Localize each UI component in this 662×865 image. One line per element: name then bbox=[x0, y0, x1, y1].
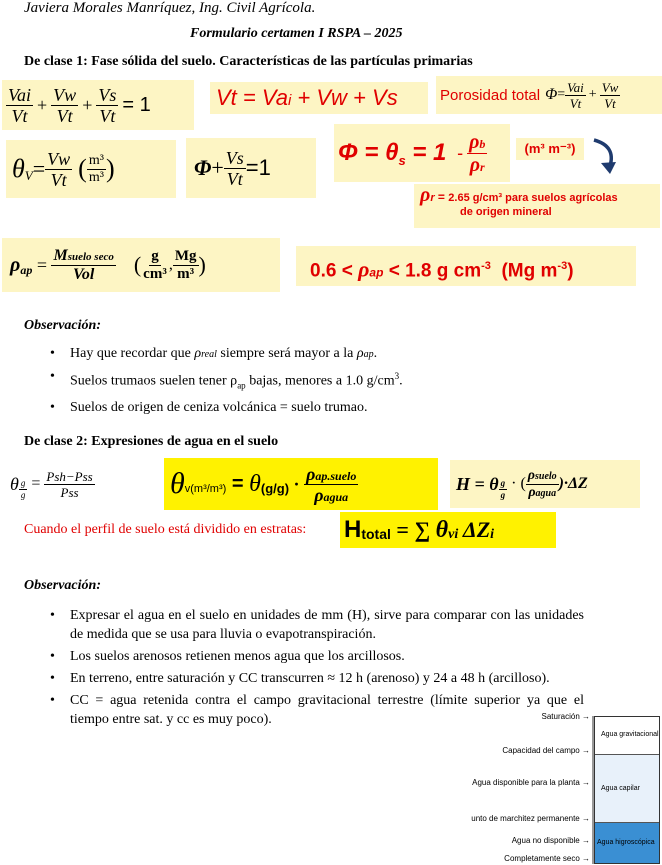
porosity-unit: (m³ m⁻³) bbox=[516, 138, 584, 160]
list-item: • Expresar el agua en el suelo en unidades de mm (H), sirve para comparar con las unidades de medida que se usa para lluvia o evapotranspiración. bbox=[24, 606, 584, 644]
formula-rho-ap: ρ ap = $\frac{\text{Msuelo seco}}{\text{Vol}}$ ( $\frac{g}{\text{cm³}}$ , $\frac{Mg}{\text{m³}}$ ) bbox=[2, 238, 280, 292]
list-item: • Suelos trumaos suelen tener $\rho_{ap}$ bajas, menores a 1.0 $g/cm^3$. bbox=[24, 367, 624, 395]
formula-porosity: Porosidad total Φ = $\frac{\text{Vai}}{Vt}$ + $\frac{Vw}{Vt}$ bbox=[436, 76, 662, 114]
formula-volume-sum: $\frac{\text{Vai}}{Vt}$ + $\frac{Vw}{Vt}$ + $\frac{Vs}{Vt}$ = 1 bbox=[2, 80, 194, 130]
list-item: • CC = agua retenida contra el campo gravitacional terrestre (límite superior ya que el tiempo entre sat. y cc es muy poco). bbox=[24, 691, 584, 729]
soil-water-diagram bbox=[471, 710, 662, 865]
diagram-bracket bbox=[590, 716, 596, 864]
section1-heading: De clase 1: Fase sólida del suelo. Características de las partículas primarias bbox=[24, 54, 473, 69]
formula-theta-v-conversion: θ v(m³/m³) = θ (g/g) · $\frac{\text{ρap.suelo}}{\text{ρagua}}$ bbox=[164, 458, 438, 510]
label-available-water: Agua disponible para la planta → bbox=[472, 778, 590, 787]
formula-phi-vs: Φ + $\frac{Vs}{Vt}$ =1 bbox=[186, 138, 316, 198]
label-field-capacity: Capacidad del campo → bbox=[502, 746, 590, 755]
list-item: • Hay que recordar que ρreal siempre será mayor a la ρap. bbox=[24, 344, 624, 364]
zone-hygroscopic: Agua higroscópica bbox=[595, 823, 659, 863]
formula-theta-g: θ $\frac{g}{g}$ = $\frac{\text{Psh−Pss}}{\text{Pss}}$ bbox=[10, 468, 93, 500]
formula-rho-r: ρ r = 2.65 g/cm³ para suelos agrícolas de origen mineral bbox=[414, 184, 660, 228]
formula-total-volume: Vt = Vai + Vw + Vs bbox=[210, 82, 428, 114]
list-item: • En terreno, entre saturación y CC transcurren ≈ 12 h (arenoso) y 24 a 48 h (arcilloso). bbox=[24, 669, 584, 688]
formula-phi-theta-s: Φ = θ s = 1 - $\frac{\rho b}{\rho r}$ bbox=[334, 124, 510, 182]
formula-rho-ap-range: 0.6 < ρap < 1.8 g $cm^{-3}$ (Mg $m^{-3}$) bbox=[296, 246, 636, 286]
label-completely-dry: Completamente seco → bbox=[504, 854, 590, 863]
label-saturation: Saturación → bbox=[541, 712, 590, 721]
list-item: • Suelos de origen de ceniza volcánica = suelo trumao. bbox=[24, 398, 624, 417]
formula-theta-v: θ V = $\frac{Vw}{Vt}$ ( $\frac{\text{m³}}{\text{m³}}$ ) bbox=[6, 140, 176, 198]
author-line: Javiera Morales Manríquez, Ing. Civil Agrícola. bbox=[24, 0, 316, 16]
document-title: Formulario certamen I RSPA – 2025 bbox=[190, 26, 403, 41]
section2-heading: De clase 2: Expresiones de agua en el suelo bbox=[24, 434, 279, 449]
observation1-list bbox=[24, 344, 624, 417]
list-item: • Los suelos arenosos retienen menos agua que los arcillosos. bbox=[24, 647, 584, 666]
soil-water-column bbox=[594, 716, 660, 864]
observation2-heading: Observación: bbox=[24, 578, 101, 593]
observation1-heading: Observación: bbox=[24, 318, 101, 333]
zone-capillary: Agua capilar bbox=[595, 755, 659, 823]
strata-note: Cuando el perfil de suelo está dividido en estratas: bbox=[24, 522, 307, 537]
formula-h-total: H total = ∑ θ vi ΔZ i bbox=[340, 512, 556, 548]
curved-arrow-icon bbox=[588, 136, 620, 180]
label-unavailable-water: Agua no disponible → bbox=[511, 836, 590, 845]
label-wilting-point: unto de marchitez permanente → bbox=[471, 814, 590, 823]
zone-gravitational: Agua gravitacional bbox=[595, 717, 659, 755]
formula-water-height: H = θ $\frac{g}{g}$ · ( $\frac{\text{ρsuelo}}{\text{ρagua}}$ )·ΔZ bbox=[450, 460, 640, 508]
